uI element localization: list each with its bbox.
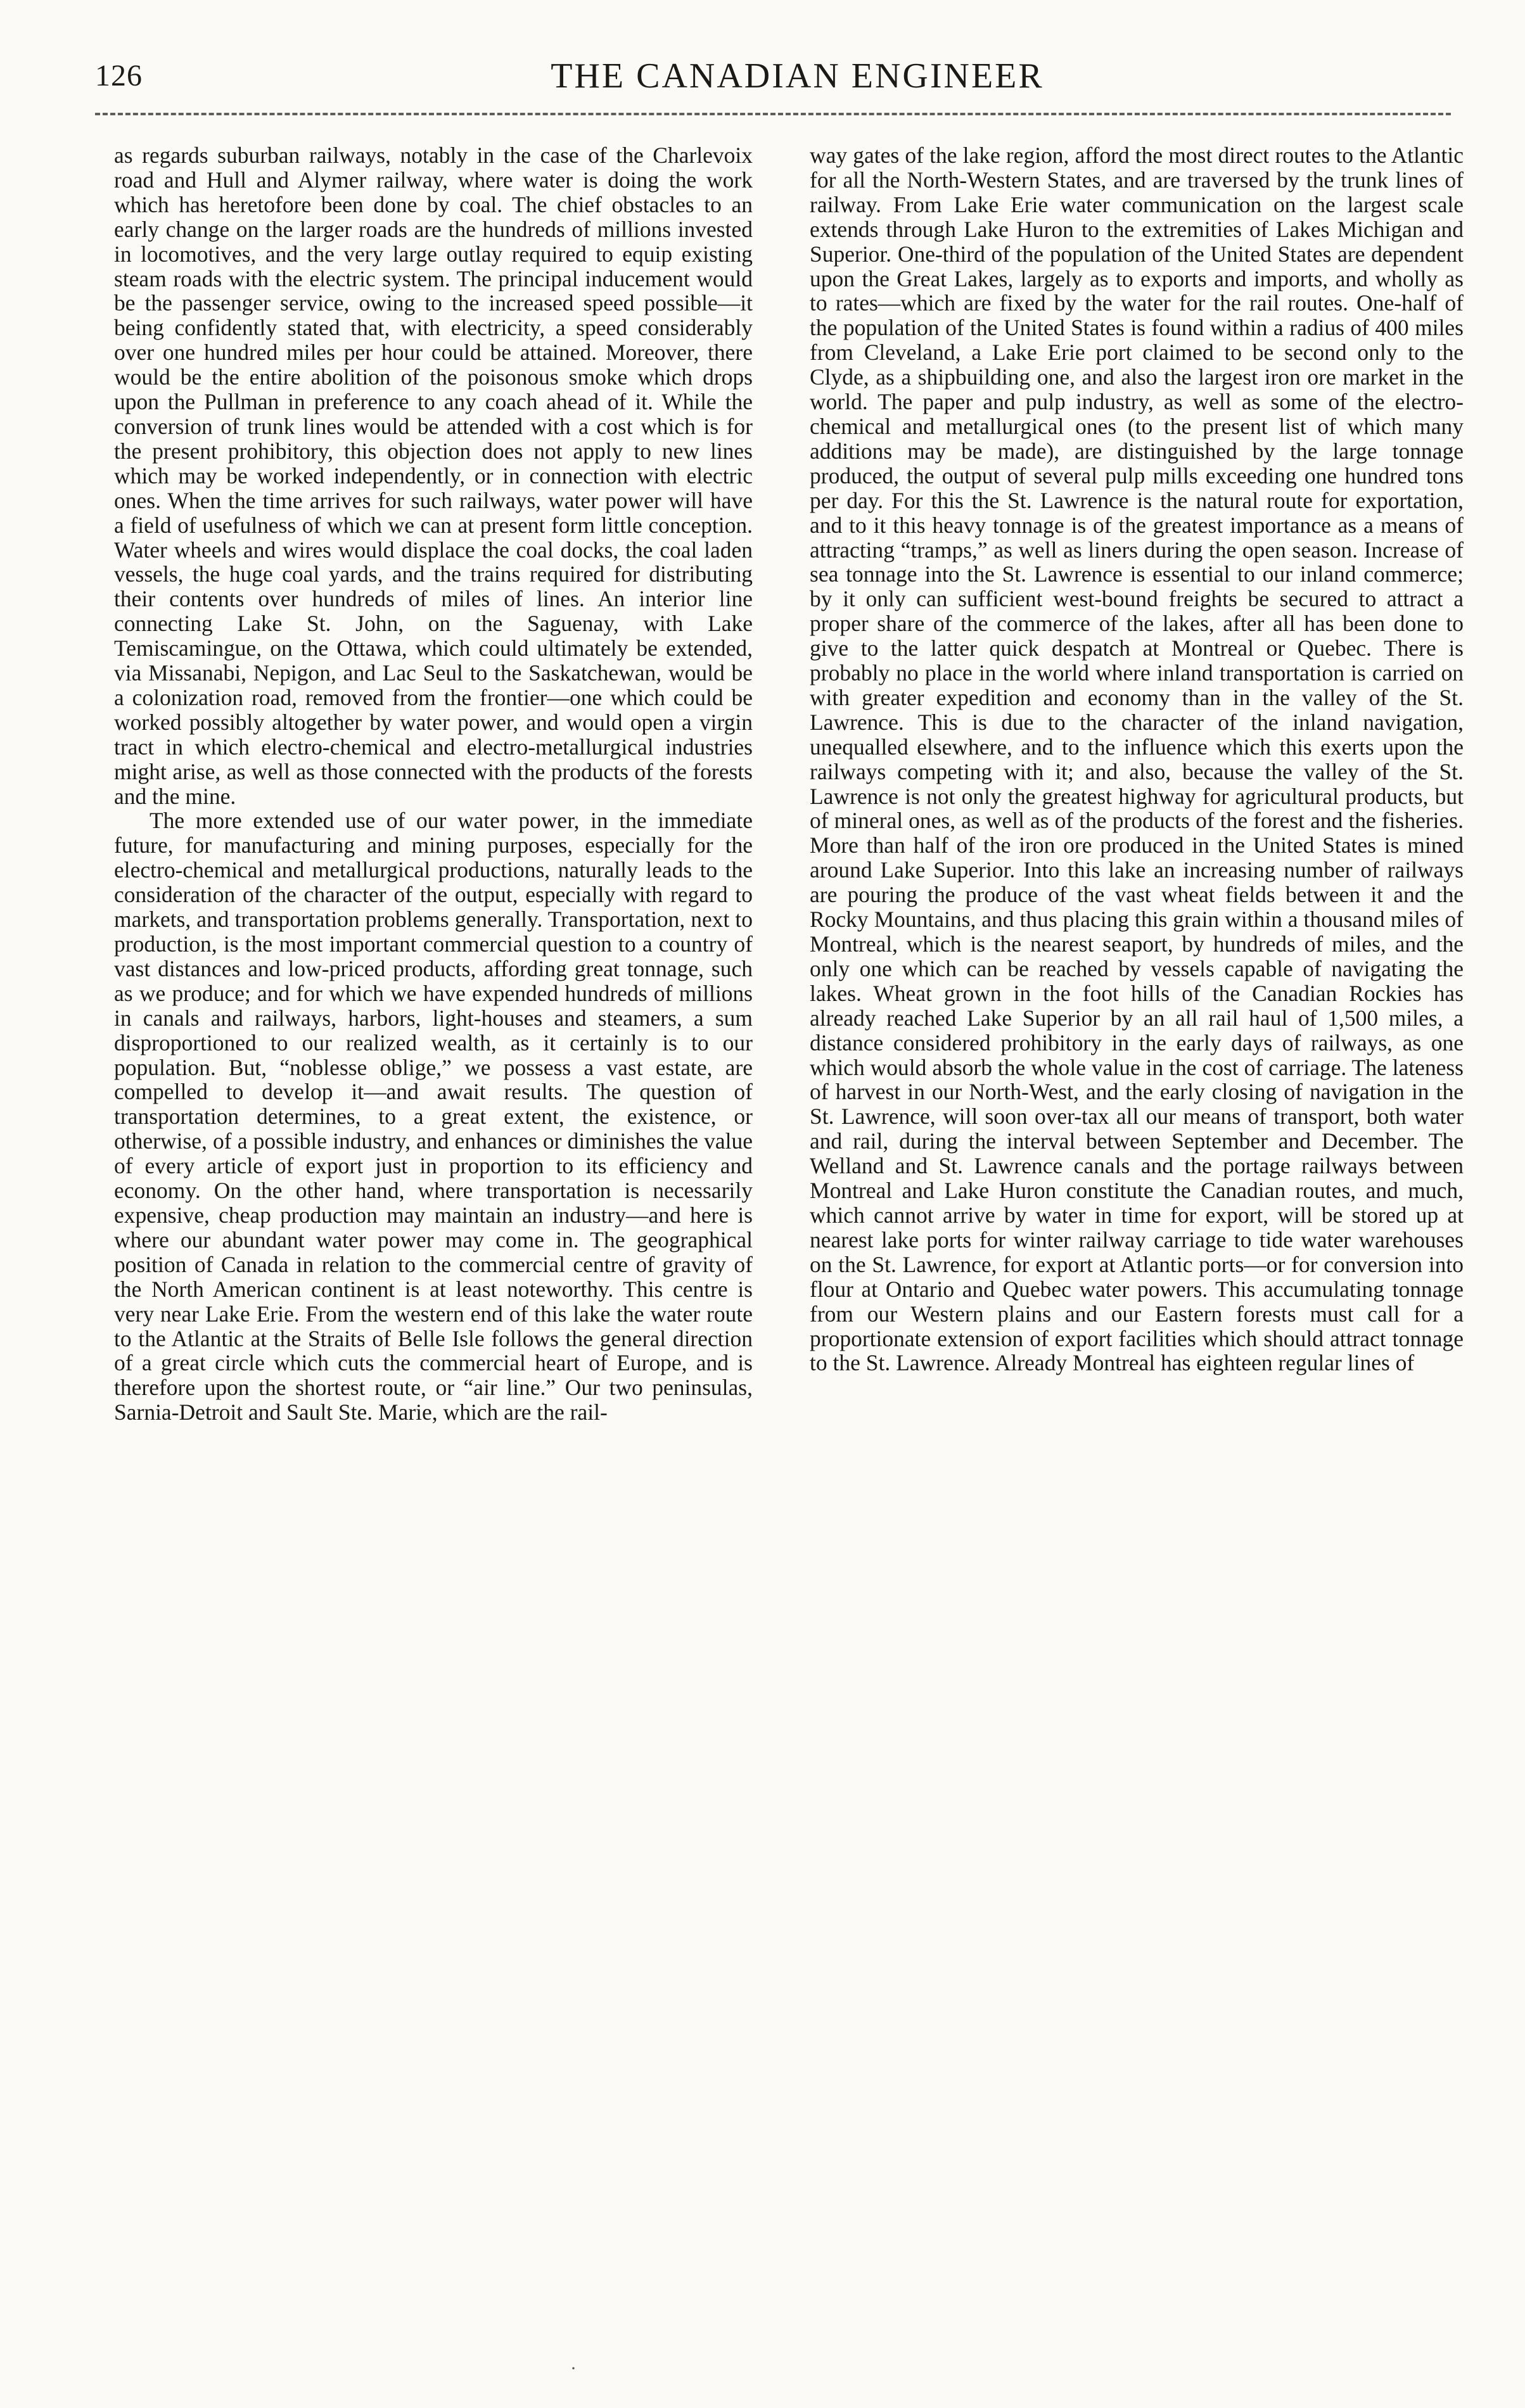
paragraph: The more extended use of our water power, in the immediate future, for manufacturing and mining purposes, especially for the electro-chemical and metallurgical productions, naturally leads to the consideration of the character of the output, especially with regard to markets, and transportation problems generally. Transportation, next to production, is the most important commercial question to a country of vast distances and low-priced products, affording great tonnage, such as we produce; and for which we have expended hundreds of millions in canals and railways, harbors, light-houses and steamers, a sum disproportioned to our realized wealth, as it certainly is to our population. But, “noblesse oblige,” we possess a vast estate, are compelled to develop it—and await results. The question of transportation determines, to a great extent, the existence, or otherwise, of a possible industry, and enhances or diminishes the value of every article of export just in proportion to its efficiency and economy. On the other hand, where transportation is necessarily expensive, cheap production may maintain an industry—and here is where our abundant water power may come in. The geographical position of Canada in relation to the commercial centre of gravity of the North American continent is at least noteworthy. This centre is very near Lake Erie. From the western end of this lake the water route to the Atlantic at the Straits of Belle Isle follows the general direction of a great circle which cuts the commercial heart of Europe, and is therefore upon the shortest route, or “air line.” Our two peninsulas, Sarnia-Detroit and Sault Ste. Marie, which are the rail- [114, 808, 753, 1425]
header-rule [95, 113, 1451, 115]
paragraph: way gates of the lake region, afford the most direct routes to the Atlantic for all the North-Western States, and are traversed by the trunk lines of railway. From Lake Erie water communication on the largest scale extends through Lake Huron to the extremities of Lakes Michigan and Superior. One-third of the population of the United States are dependent upon the Great Lakes, largely as to exports and imports, and wholly as to rates—which are fixed by the water for the rail routes. One-half of the population of the United States is found within a radius of 400 miles from Cleveland, a Lake Erie port claimed to be second only to the Clyde, as a shipbuilding one, and also the largest iron ore market in the world. The paper and pulp industry, as well as some of the electro-chemical and metallurgical ones (to the present list of which many additions may be made), are distinguished by the large tonnage produced, the output of several pulp mills exceeding one hundred tons per day. For this the St. Lawrence is the natural route for exportation, and to it this heavy tonnage is of the greatest importance as a means of attracting “tramps,” as well as liners during the open season. Increase of sea tonnage into the St. Lawrence is essential to our inland commerce; by it only can sufficient west-bound freights be secured to attract a proper share of the commerce of the lakes, after all has been done to give to the latter quick despatch at Montreal or Quebec. There is probably no place in the world where inland transportation is carried on with greater expedition and economy than in the valley of the St. Lawrence. This is due to the character of the inland navigation, unequalled elsewhere, and to the influence which this exerts upon the railways competing with it; and also, because the valley of the St. Lawrence is not only the greatest highway for agricultural products, but of mineral ones, as well as of the products of the forest and the fisheries. More than half of the iron ore produced in the United States is mined around Lake Superior. Into this lake an increasing number of railways are pouring the produce of the vast wheat fields between it and the Rocky Mountains, and thus placing this grain within a thousand miles of Montreal, which is the nearest seaport, by hundreds of miles, and the only one which can be reached by vessels capable of navigating the lakes. Wheat grown in the foot hills of the Canadian Rockies has already reached Lake Superior by an all rail haul of 1,500 miles, a distance considered prohibitory in the early days of railways, as one which would absorb the whole value in the cost of carriage. The lateness of harvest in our North-West, and the early closing of navigation in the St. Lawrence, will soon over-tax all our means of transport, both water and rail, during the interval between September and December. The Welland and St. Lawrence canals and the portage railways between Montreal and Lake Huron constitute the Canadian routes, and much, which cannot arrive by water in time for export, will be stored up at nearest lake ports for winter railway carriage to tide water warehouses on the St. Lawrence, for export at Atlantic ports—or for conversion into flour at Ontario and Quebec water powers. This accumulating tonnage from our Western plains and our Eastern forests must call for a proportionate extension of export facilities which should attract tonnage to the St. Lawrence. Already Montreal has eighteen regular lines of [810, 143, 1464, 1376]
scan-mark: · [570, 2358, 577, 2379]
left-column [114, 143, 753, 2373]
right-column [810, 143, 1464, 2373]
page-number: 126 [95, 59, 143, 92]
journal-title: THE CANADIAN ENGINEER [551, 56, 1044, 96]
paragraph: as regards suburban railways, notably in the case of the Charlevoix road and Hull and Alymer railway, where water is doing the work which has heretofore been done by coal. The chief obstacles to an early change on the larger roads are the hundreds of millions invested in locomotives, and the very large outlay required to equip existing steam roads with the electric system. The principal inducement would be the passenger service, owing to the increased speed possible—it being confidently stated that, with electricity, a speed considerably over one hundred miles per hour could be attained. Moreover, there would be the entire abolition of the poisonous smoke which drops upon the Pullman in preference to any coach ahead of it. While the conversion of trunk lines would be attended with a cost which is for the present prohibitory, this objection does not apply to new lines which may be worked independently, or in connection with electric ones. When the time arrives for such railways, water power will have a field of usefulness of which we can at present form little conception. Water wheels and wires would displace the coal docks, the coal laden vessels, the huge coal yards, and the trains required for distributing their contents over hundreds of miles of lines. An interior line connecting Lake St. John, on the Saguenay, with Lake Temiscamingue, on the Ottawa, which could ultimately be extended, via Missanabi, Nepigon, and Lac Seul to the Saskatchewan, would be a colonization road, removed from the frontier—one which could be worked possibly altogether by water power, and would open a virgin tract in which electro-chemical and electro-metallurgical industries might arise, as well as those connected with the products of the forests and the mine. [114, 143, 753, 809]
